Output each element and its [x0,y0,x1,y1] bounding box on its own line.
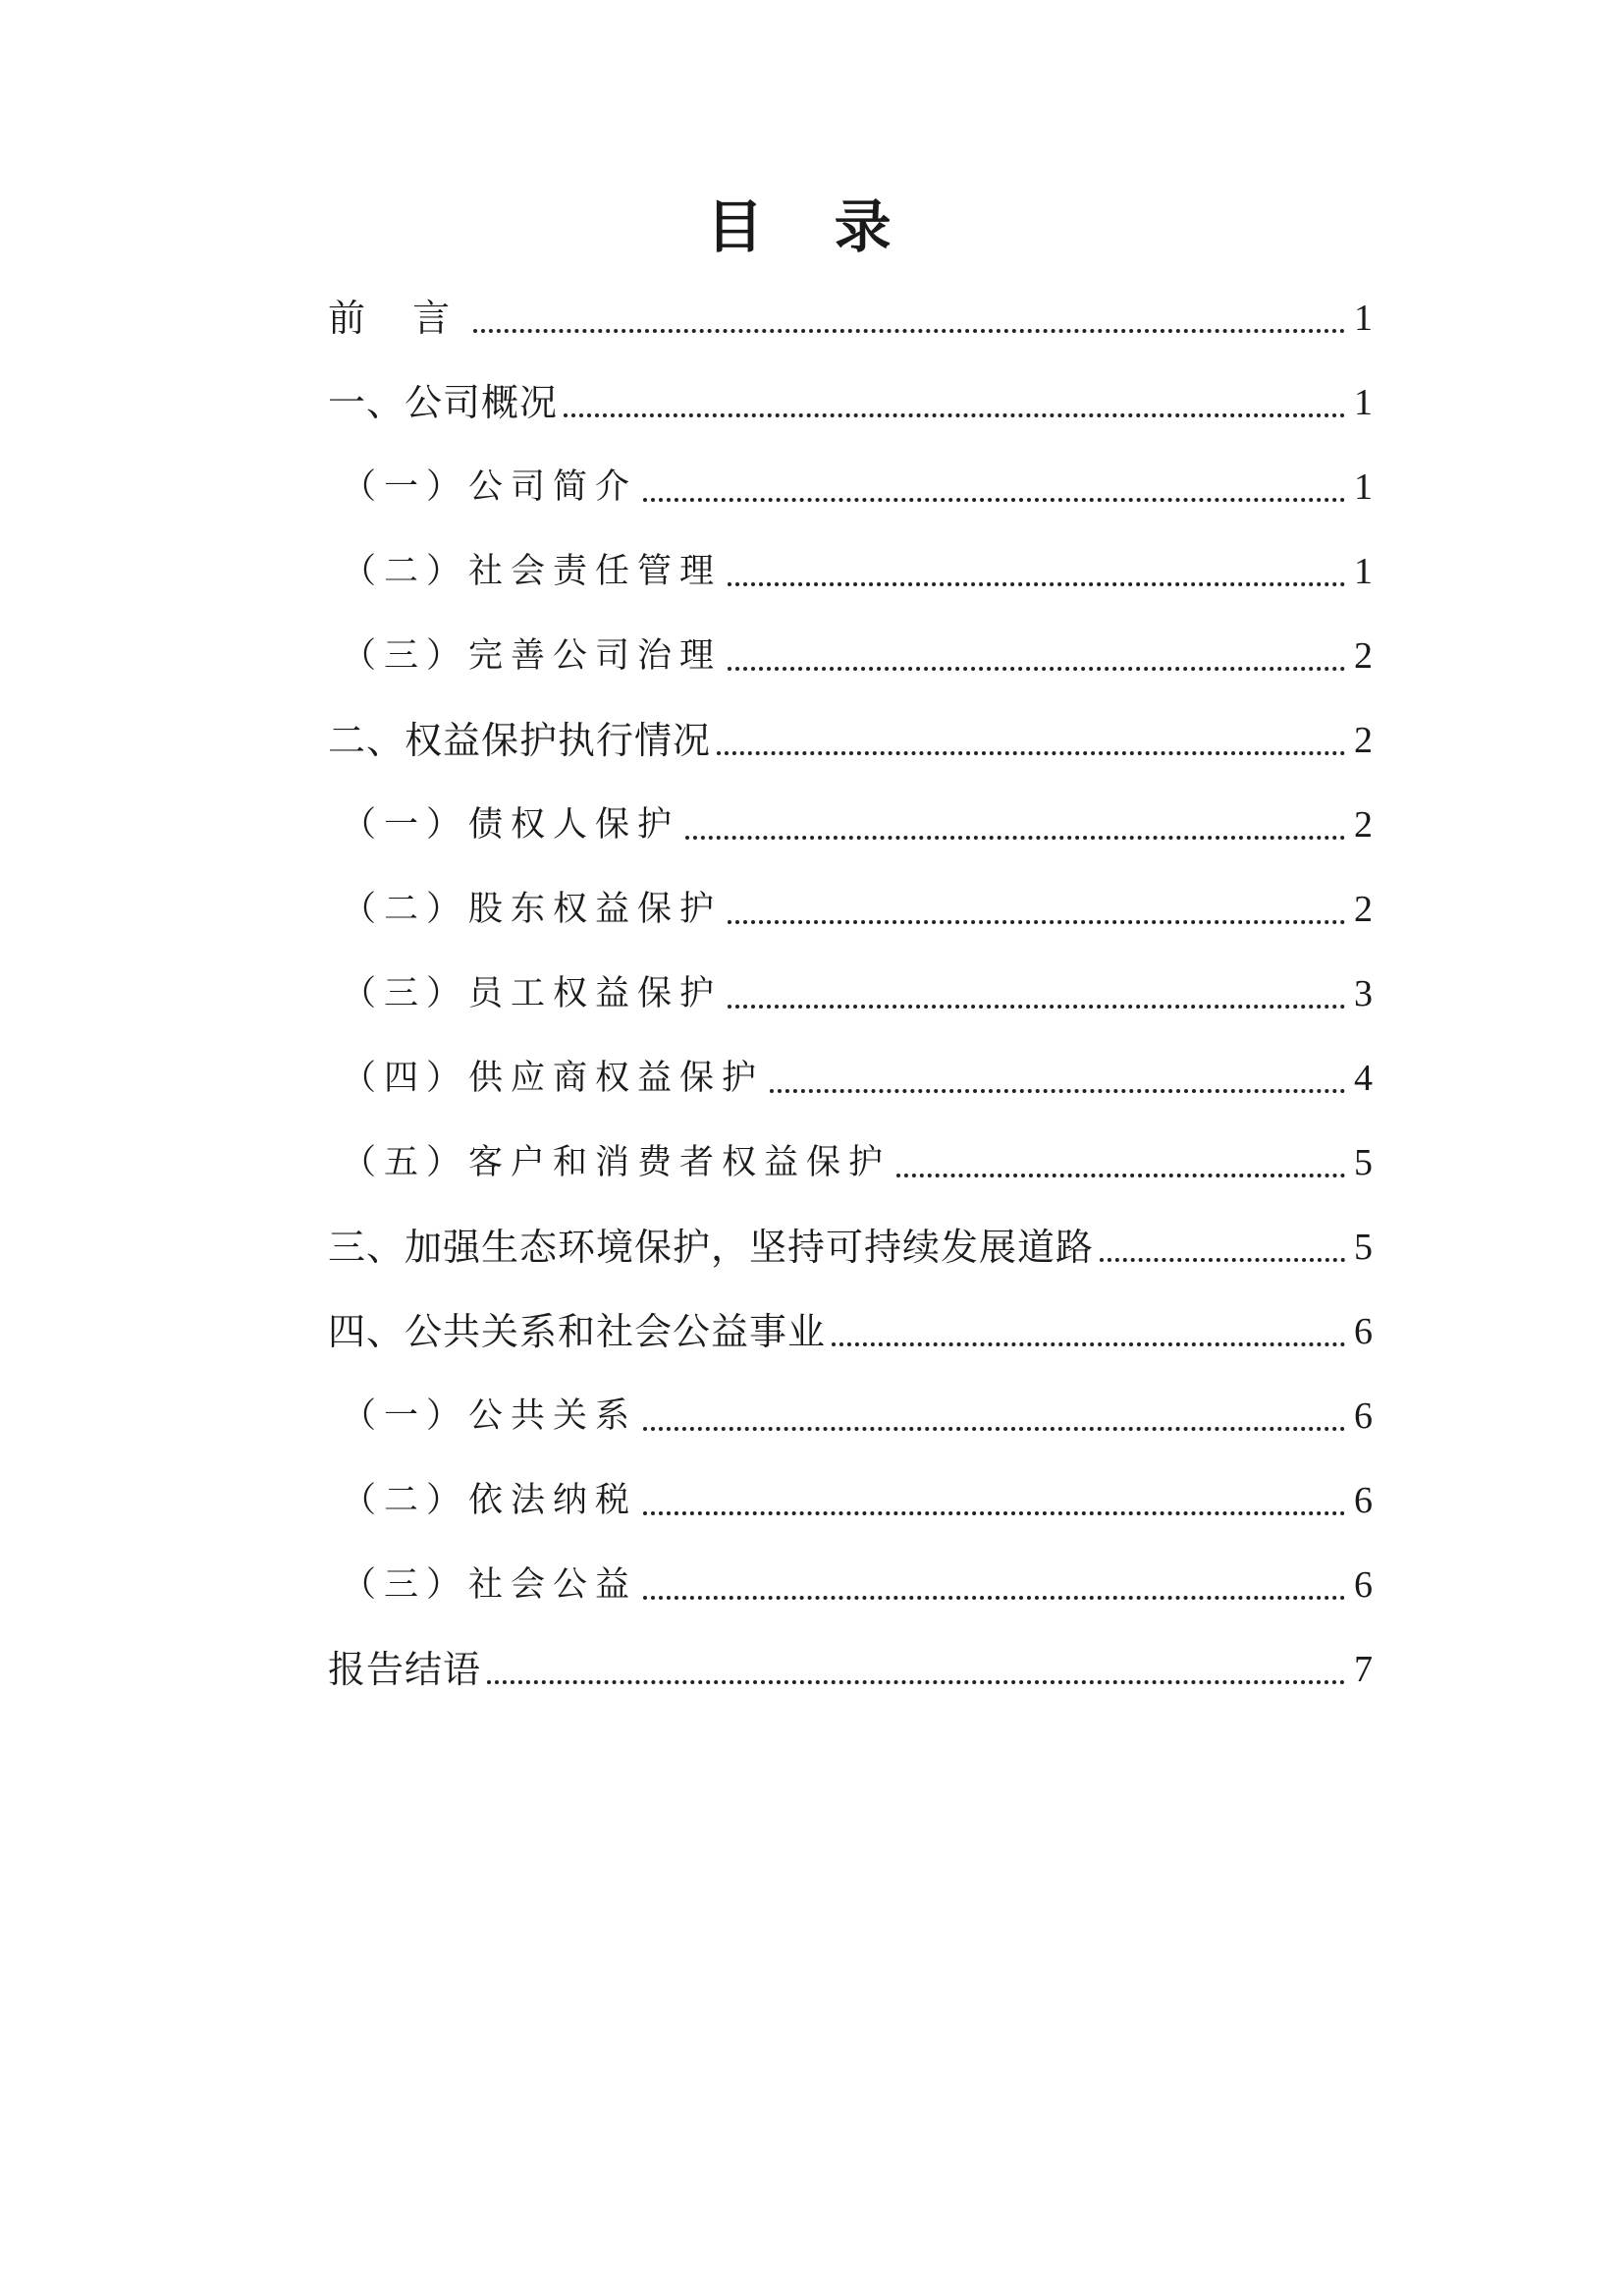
toc-entry-environmental-protection[interactable] [328,1214,1373,1273]
toc-dot-leader [643,1511,1345,1515]
toc-entry-page: 1 [1354,382,1373,423]
toc-entry-label: （一）公司简介 [342,467,638,507]
toc-entry-label: （五）客户和消费者权益保护 [342,1143,892,1182]
toc-entry-label: 二、权益保护执行情况 [328,719,712,762]
toc-entry-supplier-rights[interactable] [342,1045,1373,1104]
toc-entry-public-relations-welfare[interactable] [328,1298,1373,1357]
toc-entry-page: 3 [1354,973,1373,1014]
toc-entry-page: 2 [1354,720,1373,761]
toc-entry-page: 7 [1354,1649,1373,1690]
toc-dot-leader [832,1342,1345,1346]
toc-dot-leader [473,329,1345,333]
toc-entry-page: 4 [1354,1058,1373,1099]
toc-entry-label: 报告结语 [328,1648,482,1691]
toc-entry-label: （四）供应商权益保护 [342,1059,765,1098]
toc-entry-label: （三）社会公益 [342,1565,638,1605]
toc-entry-label: （二）股东权益保护 [342,890,723,929]
toc-entry-page: 2 [1354,635,1373,677]
toc-dot-leader [896,1174,1345,1177]
toc-dot-leader [728,920,1345,924]
toc-entry-page: 6 [1354,1395,1373,1437]
toc-entry-preface[interactable] [328,285,1373,344]
toc-dot-leader [728,667,1345,671]
toc-entry-page: 1 [1354,466,1373,508]
toc-entry-tax-compliance[interactable] [342,1467,1373,1526]
toc-entry-label: （三）员工权益保护 [342,974,723,1013]
toc-entry-employee-rights[interactable] [342,960,1373,1019]
toc-dot-leader [643,1427,1345,1431]
toc-entry-page: 6 [1354,1480,1373,1521]
toc-dot-leader [643,498,1345,502]
toc-entry-conclusion[interactable] [328,1636,1373,1695]
toc-dot-leader [643,1596,1345,1600]
toc-entry-page: 5 [1354,1142,1373,1183]
toc-entry-label: （二）依法纳税 [342,1481,638,1520]
toc-dot-leader [685,836,1345,840]
toc-entry-label: （二）社会责任管理 [342,552,723,591]
toc-entry-label: 前 言 [328,297,468,340]
toc-entry-label: 一、公司概况 [328,381,559,424]
toc-entry-page: 1 [1354,551,1373,592]
toc-dot-leader [717,751,1345,755]
toc-entry-label: （一）公共关系 [342,1396,638,1436]
toc-dot-leader [487,1680,1345,1684]
toc-entry-company-profile[interactable] [342,454,1373,513]
toc-entry-corporate-governance[interactable] [342,623,1373,682]
toc-entry-page: 5 [1354,1227,1373,1268]
toc-entry-label: 四、公共关系和社会公益事业 [328,1310,827,1353]
toc-entry-company-overview[interactable] [328,369,1373,428]
toc-entry-creditor-protection[interactable] [342,792,1373,850]
toc-entry-shareholder-rights[interactable] [342,876,1373,935]
toc-entry-page: 6 [1354,1311,1373,1352]
toc-dot-leader [1100,1258,1345,1262]
toc-entry-label: （一）债权人保护 [342,805,680,845]
toc-dot-leader [728,1005,1345,1009]
toc-entry-page: 6 [1354,1564,1373,1606]
toc-entry-label: 三、加强生态环境保护，坚持可持续发展道路 [328,1226,1095,1269]
toc-entry-rights-protection[interactable] [328,707,1373,766]
toc-entry-page: 2 [1354,889,1373,930]
toc-dot-leader [770,1089,1345,1093]
toc-entry-label: （三）完善公司治理 [342,636,723,676]
toc-entry-customer-rights[interactable] [342,1129,1373,1188]
page-title: 目 录 [706,193,917,260]
toc-entry-social-responsibility[interactable] [342,538,1373,597]
toc-dot-leader [564,413,1345,417]
toc-entry-social-welfare[interactable] [342,1552,1373,1611]
toc-entry-page: 1 [1354,298,1373,339]
toc-entry-page: 2 [1354,804,1373,846]
toc-dot-leader [728,582,1345,586]
toc-entry-public-relations[interactable] [342,1383,1373,1442]
